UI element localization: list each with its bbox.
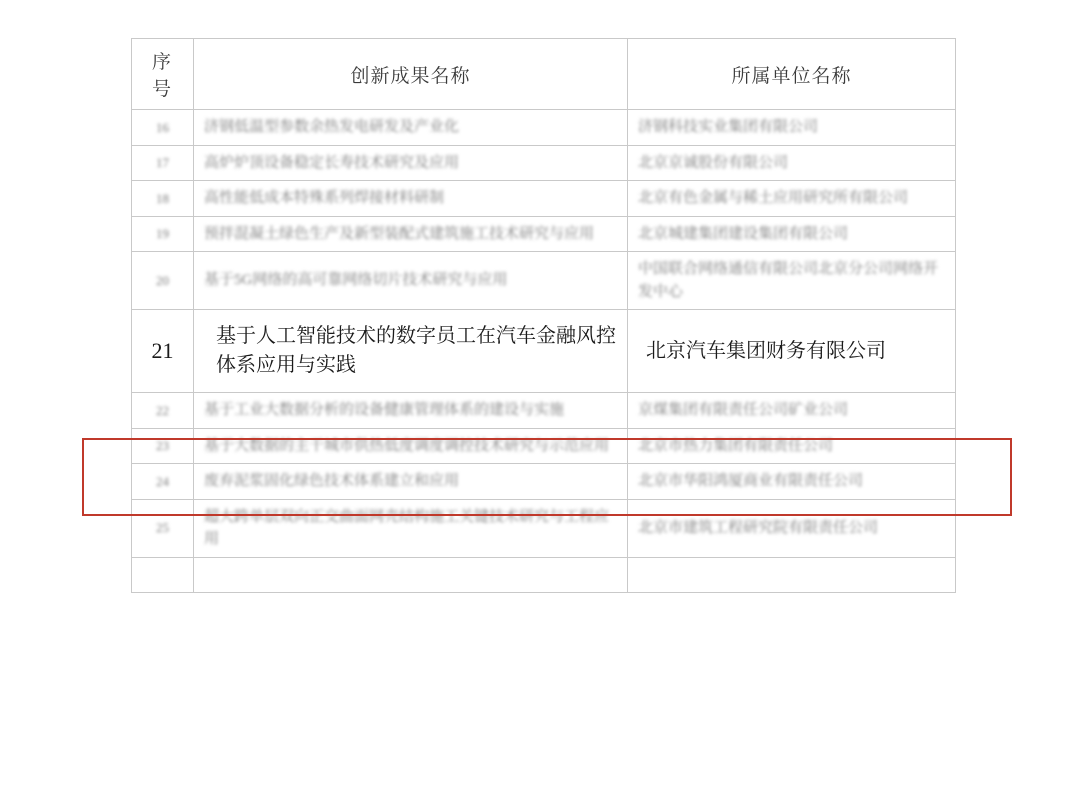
- column-header-unit: 所属单位名称: [628, 39, 956, 110]
- cell-name: 废弃泥浆固化绿色技术体系建立和应用: [194, 464, 628, 500]
- table-header: [132, 39, 956, 110]
- cell-unit: 北京有色金属与稀土应用研究所有限公司: [628, 181, 956, 217]
- table-row: [132, 393, 956, 429]
- cell-unit: 北京汽车集团财务有限公司: [628, 310, 956, 393]
- table-row: [132, 181, 956, 217]
- cell-index: 23: [132, 428, 194, 464]
- table-row: [132, 499, 956, 557]
- cell-index: 16: [132, 110, 194, 146]
- cell-unit: 北京京诚股份有限公司: [628, 145, 956, 181]
- table-row: [132, 252, 956, 310]
- cell-unit: 北京市建筑工程研究院有限责任公司: [628, 499, 956, 557]
- cell-unit: [628, 557, 956, 592]
- cell-name: 超大跨单层双向正交曲面网壳结构施工关键技术研究与工程应用: [194, 499, 628, 557]
- results-table-container: [131, 38, 955, 593]
- cell-index: 22: [132, 393, 194, 429]
- cell-name: 高性能低成本特殊系列焊接材料研制: [194, 181, 628, 217]
- cell-name: 基于大数据的主干城市供热低度调度调控技术研究与示范应用: [194, 428, 628, 464]
- cell-unit: 北京城建集团建设集团有限公司: [628, 216, 956, 252]
- column-header-name: 创新成果名称: [194, 39, 628, 110]
- table-row: [132, 145, 956, 181]
- table-row: [132, 110, 956, 146]
- table-row: [132, 428, 956, 464]
- cell-name: 基于5G网络的高可靠网络切片技术研究与应用: [194, 252, 628, 310]
- cell-index: 24: [132, 464, 194, 500]
- cell-index: 21: [132, 310, 194, 393]
- cell-name: [194, 557, 628, 592]
- cell-name: 预拌混凝土绿色生产及新型装配式建筑施工技术研究与应用: [194, 216, 628, 252]
- table-row-highlighted: [132, 310, 956, 393]
- innovation-results-table: [131, 38, 956, 593]
- cell-name: 济钢低温型参数余热发电研发及产业化: [194, 110, 628, 146]
- table-body: [132, 110, 956, 593]
- table-row: [132, 464, 956, 500]
- cell-index: 17: [132, 145, 194, 181]
- cell-unit: 北京市华阳鸿厦商业有限责任公司: [628, 464, 956, 500]
- cell-name: 基于人工智能技术的数字员工在汽车金融风控体系应用与实践: [194, 310, 628, 393]
- table-header-row: [132, 39, 956, 110]
- cell-index: [132, 557, 194, 592]
- cell-index: 20: [132, 252, 194, 310]
- column-header-index: 序号: [132, 39, 194, 110]
- cell-name: 高炉炉顶设备稳定长寿技术研究及应用: [194, 145, 628, 181]
- cell-unit: 济钢科技实业集团有限公司: [628, 110, 956, 146]
- cell-unit: 京煤集团有限责任公司矿业公司: [628, 393, 956, 429]
- cell-name: 基于工业大数据分析的设备健康管理体系的建设与实施: [194, 393, 628, 429]
- table-row: [132, 216, 956, 252]
- table-row: [132, 557, 956, 592]
- cell-index: 18: [132, 181, 194, 217]
- cell-unit: 北京市热力集团有限责任公司: [628, 428, 956, 464]
- cell-index: 25: [132, 499, 194, 557]
- cell-index: 19: [132, 216, 194, 252]
- cell-unit: 中国联合网络通信有限公司北京分公司网络开发中心: [628, 252, 956, 310]
